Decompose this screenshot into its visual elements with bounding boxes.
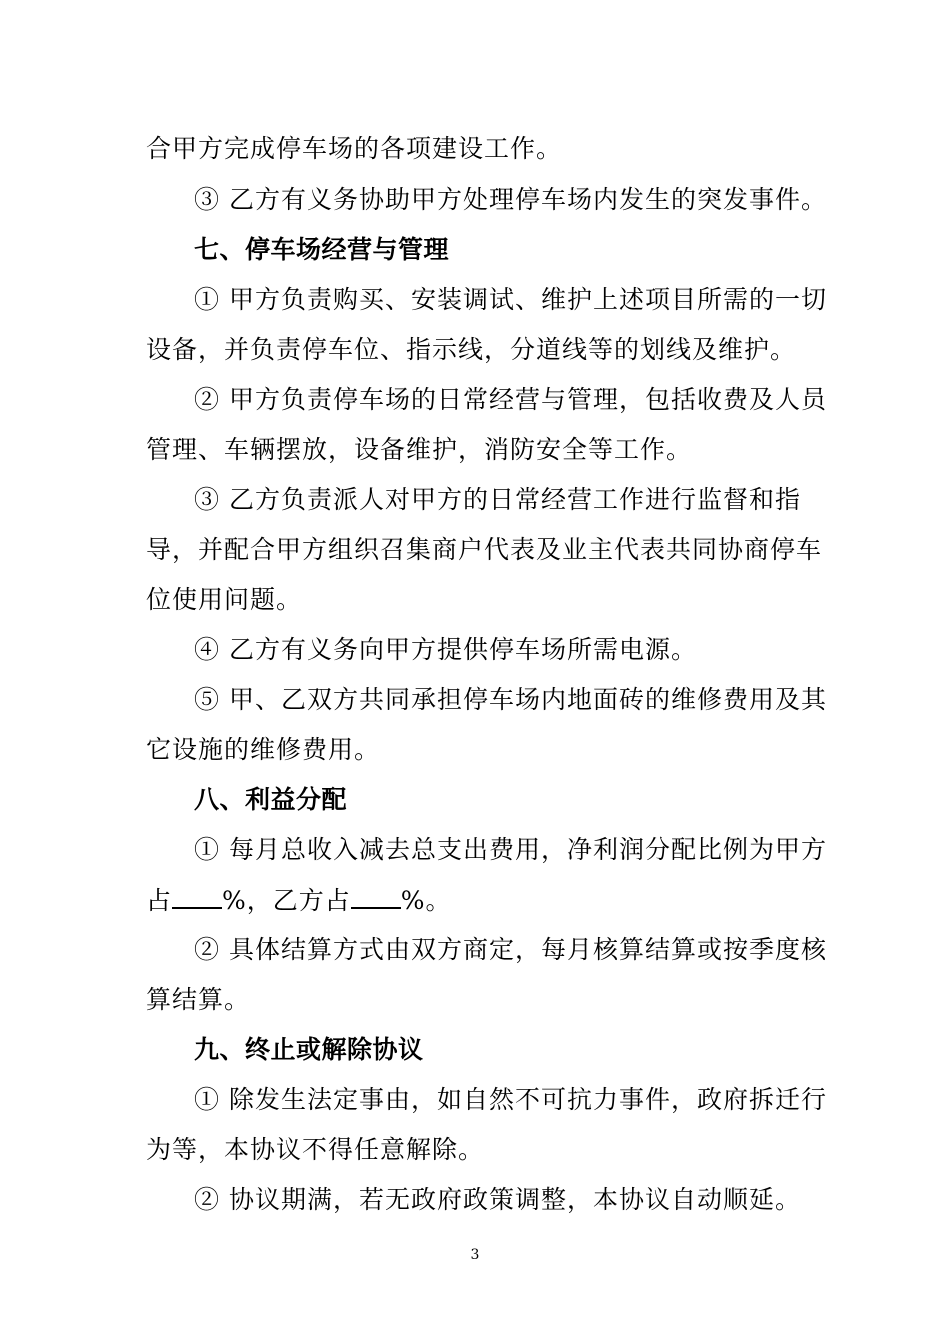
paragraph-line: ④ 乙方有义务向甲方提供停车场所需电源。: [194, 635, 697, 664]
text-fragment: %，乙方占: [222, 886, 351, 915]
paragraph-line: 设备，并负责停车位、指示线，分道线等的划线及维护。: [146, 335, 797, 364]
paragraph-line: ① 除发生法定事由，如自然不可抗力事件，政府拆迁行: [194, 1085, 827, 1114]
paragraph-line: 为等，本协议不得任意解除。: [146, 1135, 485, 1164]
paragraph-line: 管理、车辆摆放，设备维护，消防安全等工作。: [146, 435, 693, 464]
paragraph-line: ② 甲方负责停车场的日常经营与管理，包括收费及人员: [194, 385, 827, 414]
paragraph-line: ② 协议期满，若无政府政策调整，本协议自动顺延。: [194, 1185, 801, 1214]
paragraph-line: ⑤ 甲、乙双方共同承担停车场内地面砖的维修费用及其: [194, 685, 827, 714]
section-heading: 九、终止或解除协议: [194, 1035, 424, 1064]
paragraph-line: 合甲方完成停车场的各项建设工作。: [146, 134, 563, 163]
paragraph-line: ① 甲方负责购买、安装调试、维护上述项目所需的一切: [194, 285, 827, 314]
paragraph-line: ② 具体结算方式由双方商定，每月核算结算或按季度核: [194, 935, 827, 964]
text-fragment: 占: [146, 886, 173, 915]
section-heading: 八、利益分配: [194, 785, 348, 814]
section-heading: 七、停车场经营与管理: [194, 235, 450, 264]
paragraph-line: 算结算。: [146, 985, 251, 1014]
paragraph-line: ① 每月总收入减去总支出费用，净利润分配比例为甲方: [194, 835, 827, 864]
paragraph-line: ③ 乙方负责派人对甲方的日常经营工作进行监督和指: [194, 485, 801, 514]
paragraph-line: 它设施的维修费用。: [146, 735, 381, 764]
paragraph-line: 导，并配合甲方组织召集商户代表及业主代表共同协商停车: [146, 535, 823, 564]
paragraph-line: ③ 乙方有义务协助甲方处理停车场内发生的突发事件。: [194, 185, 827, 214]
fill-in-blank: [172, 885, 222, 909]
paragraph-line: 位使用问题。: [146, 585, 303, 614]
paragraph-line-with-blanks: [146, 885, 810, 916]
text-fragment: %。: [400, 886, 452, 915]
page-number: 3: [470, 1247, 480, 1263]
fill-in-blank: [351, 885, 401, 909]
